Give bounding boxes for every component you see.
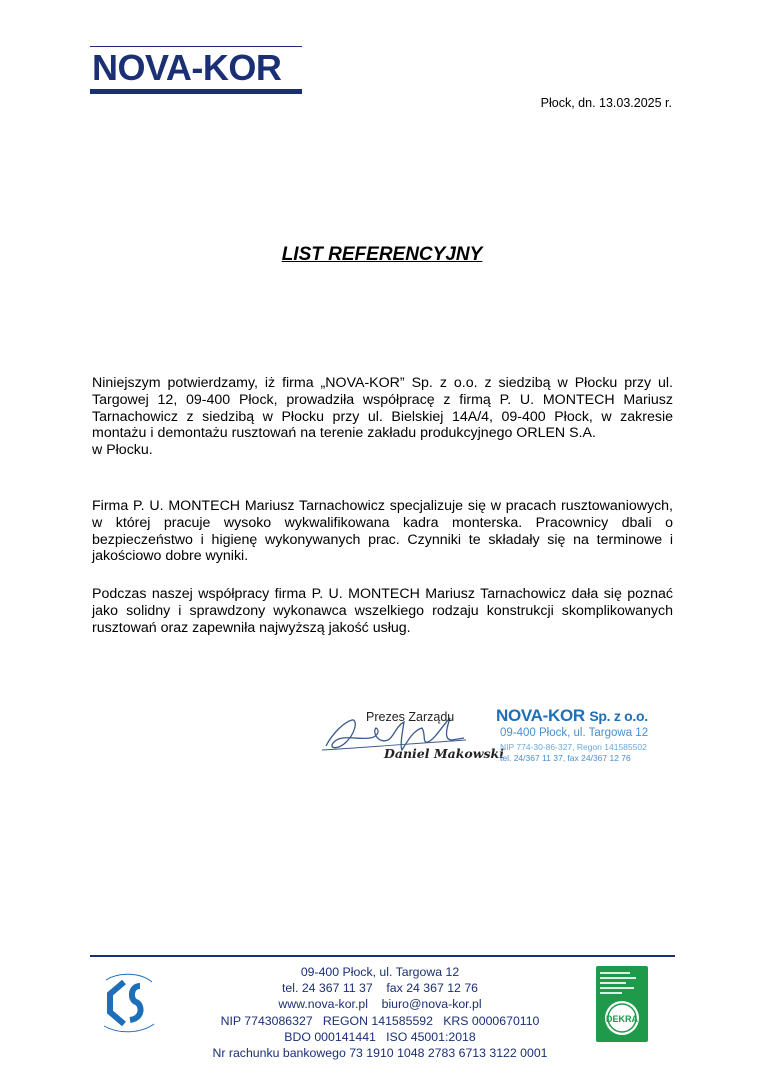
stamp-name-suffix: Sp. z o.o. [589,708,648,724]
paragraph-1-end: w Płocku. [92,442,153,459]
footer-web-email: www.nova-kor.pl biuro@nova-kor.pl [278,997,482,1012]
signatory-role: Prezes Zarządu [366,710,455,724]
dekra-certificate-badge [596,966,648,1042]
footer-divider [90,955,675,957]
dekra-label: DEKRA [605,1014,639,1024]
paragraph-3: Podczas naszej współpracy firma P. U. MONTECH Mariusz Tarnachowicz dała się poznać jako solidny i sprawdzony wykonawca wszelkiego rodzaju konstrukcji skomplikowanych rusztowań oraz zapewniła najwyższą jakość usług. [92,586,673,636]
footer-address: 09-400 Płock, ul. Targowa 12 [300,965,460,979]
signatory-name: Daniel Makowski [384,746,504,761]
company-logo: NOVA-KOR [92,47,282,88]
footer-contact [150,964,610,1061]
paragraph-1 [92,375,673,459]
stamp-phone: tel. 24/367 11 37, fax 24/367 12 76 [500,753,631,763]
stamp-ids: NIP 774-30-86-327, Regon 141585502 [500,742,647,752]
stamp-company-name [496,706,648,726]
footer-bdo-iso: BDO 000141441 ISO 45001:2018 [284,1029,476,1044]
document-title: LIST REFERENCYJNY [281,244,483,265]
footer-bank-account: Nr rachunku bankowego 73 1910 1048 2783 6713 3122 0001 [212,1046,548,1061]
footer-registry: NIP 7743086327 REGON 141585592 KRS 0000670110 [220,1013,540,1028]
stamp-address: 09-400 Płock, ul. Targowa 12 [500,727,649,739]
paragraph-2: Firma P. U. MONTECH Mariusz Tarnachowicz specjalizuje się w pracach rusztowaniowych, w której pracuje wysoko wykwalifikowana kadra monterska. Pracownicy dbali o bezpieczeństwo i higienę wykonywanych prac. Czynniki te składały się na terminowe i jakościowo dobre wyniki. [92,498,673,565]
stamp-name-main: NOVA-KOR [496,706,585,725]
document-date: Płock, dn. 13.03.2025 r. [540,96,672,110]
izba-logo-icon [100,972,156,1034]
footer-phone: tel. 24 367 11 37 fax 24 367 12 76 [282,981,478,996]
logo-underline [90,89,302,94]
paragraph-1-text: Niniejszym potwierdzamy, iż firma „NOVA-KOR” Sp. z o.o. z siedzibą w Płocku przy ul. Targowej 12, 09-400 Płock, prowadziła współpracę z firmą P. U. MONTECH Mariusz Tarnachowicz z siedzibą w Płocku przy ul. Bielskiej 14A/4, 09-400 Płock, w zakresie montażu i demontażu rusztowań na terenie zakładu produkcyjnego ORLEN S.A. [92,375,673,442]
